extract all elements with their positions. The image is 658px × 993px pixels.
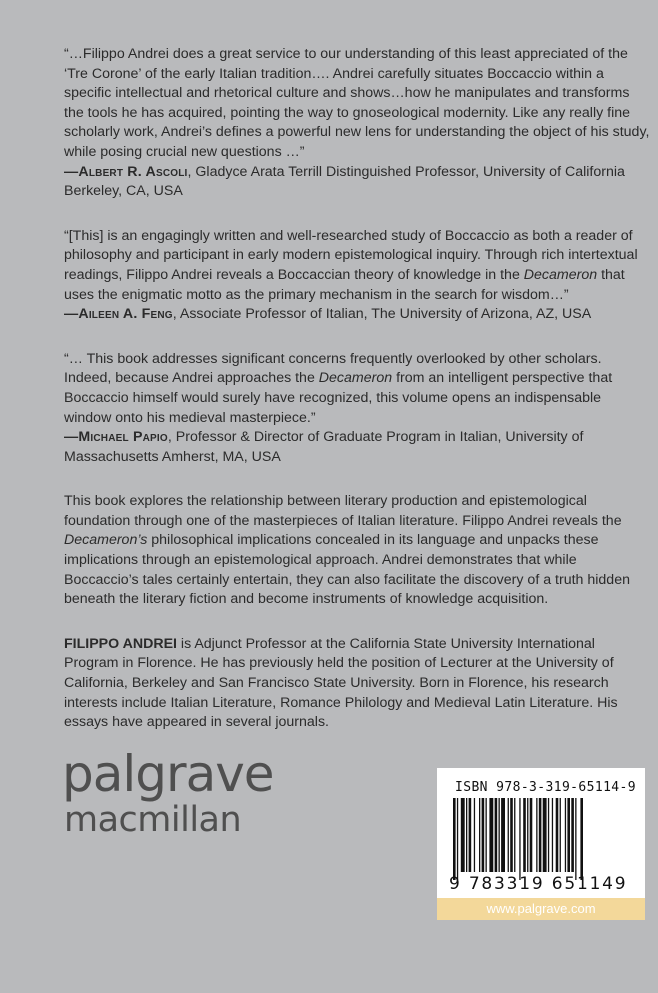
- bio-text: [64, 635, 650, 733]
- quote-author: —Michael Papio: [64, 429, 168, 446]
- quote-affiliation: , Professor & Director of Graduate Program in Italian, University of Massachusetts Amherst, MA, USA: [64, 429, 584, 465]
- quote-text-part: that uses the enigmatic motto as the primary mechanism in the search for wisdom…”: [64, 266, 625, 303]
- description-part: This book explores the relationship between literary production and epistemological foundation through one of the masterpieces of Italian literature. Filippo Andrei reveals the: [64, 493, 622, 529]
- quote-ascoli: [64, 45, 650, 202]
- quote-affiliation: , Associate Professor of Italian, The University of Arizona, AZ, USA: [172, 306, 592, 323]
- quote-text-part: “… This book addresses significant concerns frequently overlooked by other scholars. Indeed, because Andrei approaches the: [64, 350, 602, 387]
- author-bio: [64, 635, 650, 733]
- quote-author: —Aileen A. Feng: [64, 306, 173, 323]
- description-part: philosophical implications concealed in its language and unpacks these implications through an epistemological approach. Andrei demonstrates that while Boccaccio’s tales certainly entertain, they can also facilitate the discovery of a truth hidden beneath the literary fiction and become instruments of knowledge acquisition.: [64, 532, 630, 608]
- barcode-icon: [447, 798, 635, 880]
- quote-text: [64, 227, 650, 305]
- publisher-logo: [62, 745, 274, 840]
- quote-text: [64, 350, 650, 428]
- logo-line2: macmillan: [64, 800, 242, 840]
- quote-attribution: [64, 305, 650, 325]
- isbn-barcode-box: [437, 768, 645, 898]
- quote-author: —Albert R. Ascoli: [64, 163, 188, 180]
- quote-attribution: [64, 163, 650, 202]
- quote-text-part: “[This] is an engagingly written and well-researched study of Boccaccio as both a reader of philosophy and participant in early modern epistemological inquiry. Through rich intertextual readings, Filippo Andrei reveals a Boccaccian theory of knowledge in the: [64, 227, 638, 283]
- quote-text-part: from an intelligent perspective that Boccaccio himself would surely have recognized, this volume opens an indispensable window onto his medieval masterpiece.”: [64, 370, 613, 426]
- isbn-label: ISBN 978-3-319-65114-9: [455, 780, 636, 795]
- author-name: FILIPPO ANDREI: [64, 635, 177, 652]
- isbn-digits: 9 783319 651149: [449, 874, 628, 894]
- book-title: Decameron’s: [64, 532, 148, 549]
- bio-body: is Adjunct Professor at the California State University International Program in Florence. He has previously held the position of Lecturer at the University of California, Berkeley and San Francisco State University. Born in Florence, his research interests include Italian Literature, Romance Philology and Medieval Latin Literature. His essays have appeared in several journals.: [64, 635, 618, 731]
- quote-papio: [64, 350, 650, 468]
- description-text: [64, 492, 650, 610]
- book-title: Decameron: [318, 370, 393, 387]
- quote-text: “…Filippo Andrei does a great service to our understanding of this least appreciated of the ‘Tre Corone’ of the early Italian tradition…. Andrei carefully situates Boccaccio within a specific intellectual and rhetorical culture and shows…how he manipulates and transforms the tools he has acquired, pointing the way to gnoseological modernity. Like any really fine scholarly work, Andrei’s defines a powerful new lens for understanding the object of his study, while posing crucial new questions …”: [64, 46, 650, 160]
- quote-attribution: [64, 428, 650, 467]
- back-cover-text: [64, 45, 650, 758]
- book-description: [64, 492, 650, 610]
- logo-line1: palgrave: [62, 745, 274, 803]
- book-title: Decameron: [523, 266, 598, 283]
- quote-feng: [64, 227, 650, 325]
- quote-affiliation: , Gladyce Arata Terrill Distinguished Professor, University of California Berkeley, CA, USA: [64, 163, 625, 200]
- website-link[interactable]: www.palgrave.com: [437, 898, 645, 920]
